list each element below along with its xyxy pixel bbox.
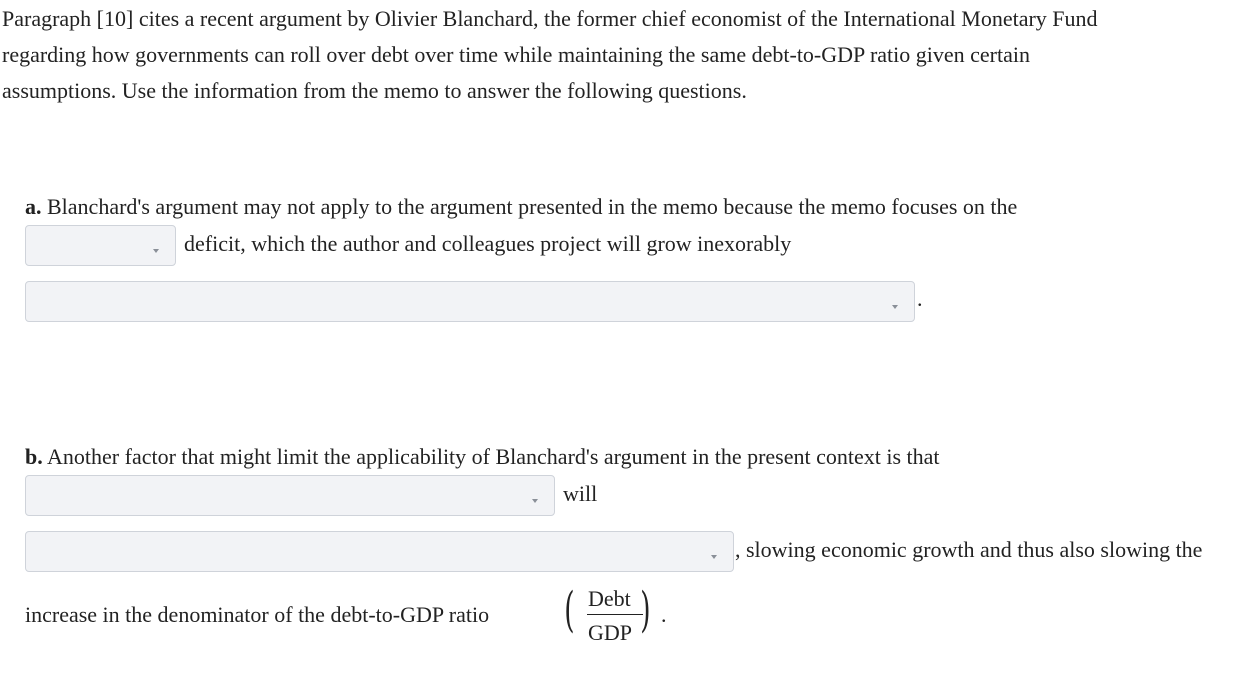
question-a-text: Blanchard's argument may not apply to the argument presented in the memo because the memo focuses on the	[47, 194, 1018, 219]
chevron-down-icon	[153, 249, 159, 253]
right-paren: )	[640, 582, 651, 638]
question-a-label: a.	[25, 194, 42, 219]
question-b-prompt	[25, 446, 940, 468]
question-b-period: .	[661, 602, 667, 627]
chevron-down-icon	[711, 555, 717, 559]
chevron-down-icon	[892, 305, 898, 309]
question-a-prompt	[25, 196, 1017, 218]
intro-line-1: Paragraph [10] cites a recent argument by Olivier Blanchard, the former chief economist of the International Monetary Fund	[2, 6, 1098, 31]
left-paren: (	[564, 582, 575, 638]
intro-line-2: regarding how governments can roll over debt over time while maintaining the same debt-to-GDP ratio given certain	[2, 42, 1030, 67]
intro-line-3: assumptions. Use the information from the memo to answer the following questions.	[2, 78, 747, 103]
question-a-period: .	[917, 286, 923, 311]
question-b-dropdown-1[interactable]	[25, 475, 555, 516]
question-a-text-continued: deficit, which the author and colleagues project will grow inexorably	[184, 231, 792, 256]
question-b-text-continued: , slowing economic growth and thus also slowing the	[735, 537, 1203, 562]
question-b-will: will	[563, 481, 598, 506]
debt-to-gdp-fraction	[566, 584, 666, 646]
question-a-dropdown-2[interactable]	[25, 281, 915, 322]
chevron-down-icon	[532, 499, 538, 503]
fraction-bar	[587, 614, 643, 615]
question-b-dropdown-2[interactable]	[25, 531, 734, 572]
question-b-last-line: increase in the denominator of the debt-to-GDP ratio	[25, 602, 490, 627]
question-a-dropdown-1[interactable]	[25, 225, 176, 266]
fraction-denominator: GDP	[588, 620, 633, 645]
question-b-label: b.	[25, 444, 43, 469]
fraction-numerator: Debt	[588, 586, 631, 611]
question-b-text: Another factor that might limit the applicability of Blanchard's argument in the present context is that	[47, 444, 940, 469]
